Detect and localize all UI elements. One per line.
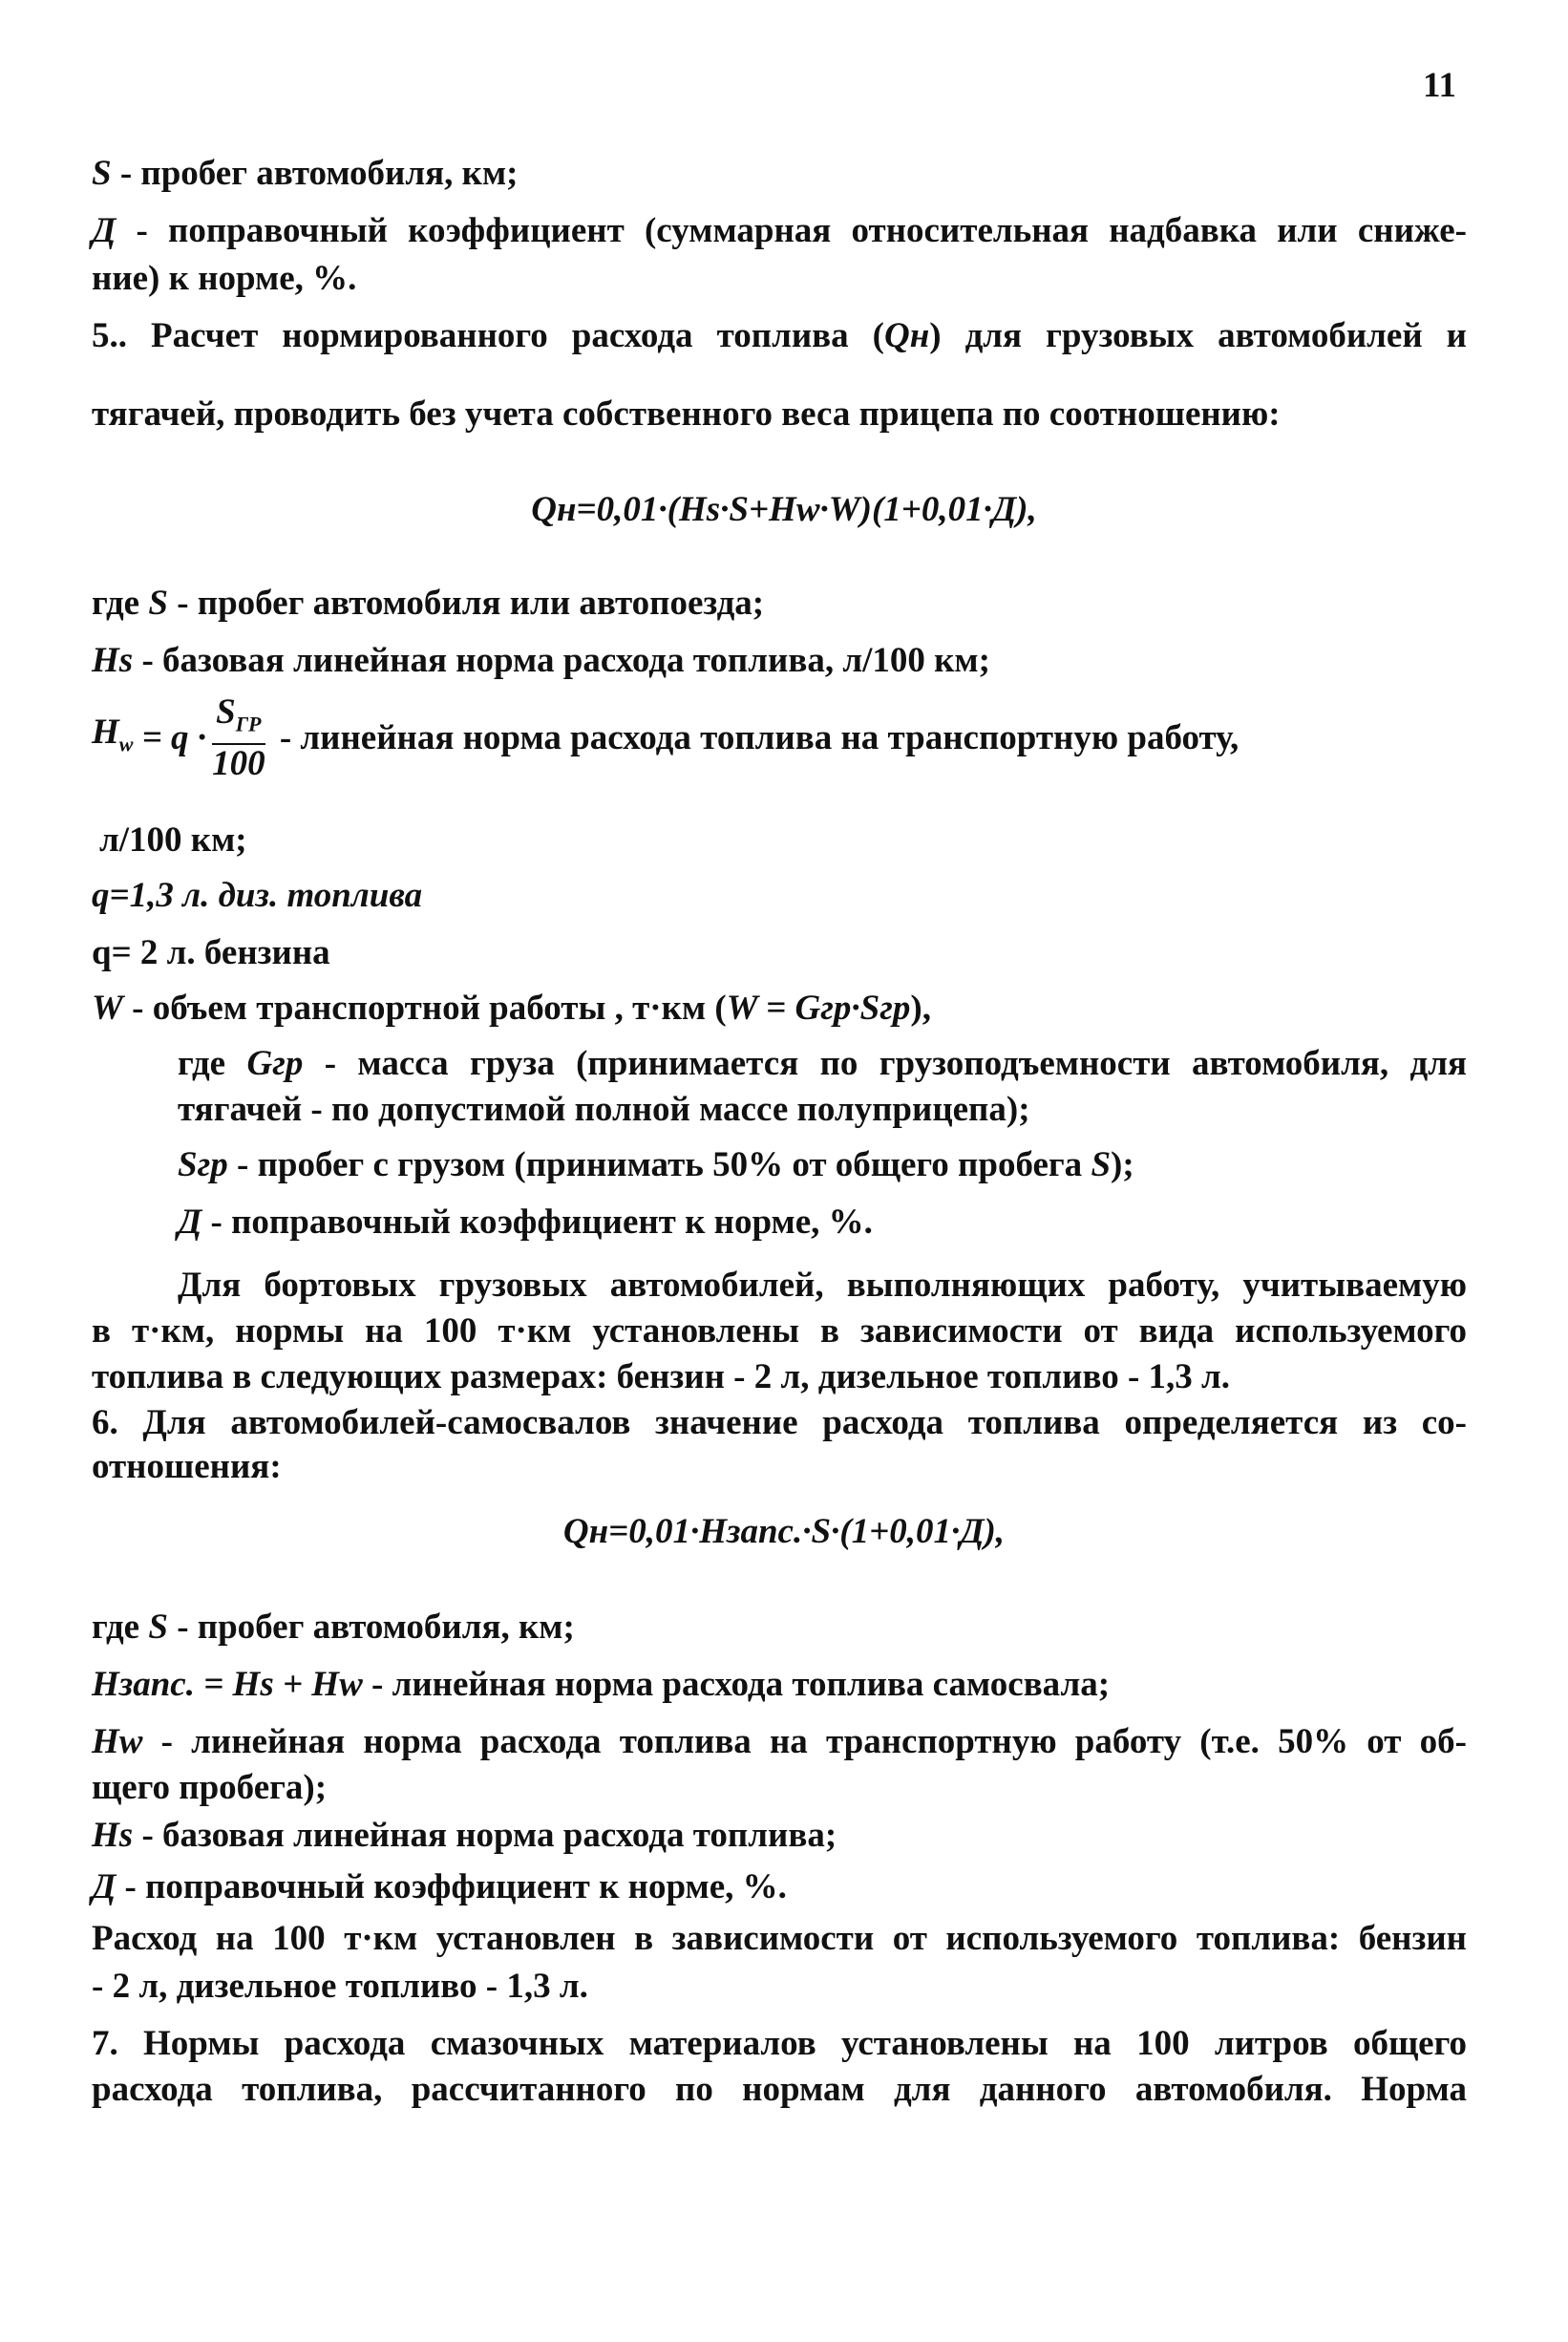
variable: Gгр bbox=[246, 1044, 304, 1083]
text-line: щего пробега); bbox=[92, 1768, 328, 1807]
variable: S bbox=[92, 154, 112, 193]
text-line bbox=[92, 1719, 1467, 1765]
text-line: расхода топлива, рассчитанного по нормам для данного автомобиля. Норма bbox=[92, 2070, 1467, 2109]
variable: S bbox=[148, 584, 168, 623]
text: ), bbox=[910, 989, 931, 1028]
denominator: 100 bbox=[212, 744, 265, 784]
text-line: тягачей, проводить без учета собственного веса прицепа по соотношению: bbox=[92, 394, 1281, 434]
text: где bbox=[92, 584, 149, 623]
formula-hw bbox=[92, 693, 1239, 783]
variable: Sгр bbox=[178, 1145, 228, 1184]
text-line bbox=[178, 1200, 873, 1246]
text-line bbox=[92, 581, 764, 627]
text-line: л/100 км; bbox=[99, 820, 247, 860]
text-line: отношения: bbox=[92, 1447, 282, 1486]
text-line: q=1,3 л. диз. топлива bbox=[92, 876, 423, 915]
text-line: ние) к норме, %. bbox=[92, 259, 357, 298]
text-line: в т·км, нормы на 100 т·км установлены в зависимости от вида используемого bbox=[92, 1311, 1467, 1351]
variable: Д bbox=[92, 211, 117, 250]
text-line bbox=[92, 208, 1467, 254]
text: где bbox=[178, 1044, 247, 1083]
text: - пробег автомобиля, км; bbox=[111, 154, 519, 193]
variable: S bbox=[1091, 1145, 1112, 1184]
variable: Hзапс. = Hs + Hw bbox=[92, 1665, 363, 1704]
text: = q · bbox=[133, 718, 207, 758]
text: где bbox=[92, 1607, 149, 1647]
text-line bbox=[92, 1662, 1110, 1708]
text-line: топлива в следующих размерах: бензин - 2 л, дизельное топливо - 1,3 л. bbox=[92, 1357, 1231, 1396]
text: - пробег автомобиля, км; bbox=[167, 1607, 575, 1647]
text-line: Для бортовых грузовых автомобилей, выполняющих работу, учитываемую bbox=[178, 1266, 1467, 1305]
text: - масса груза (принимается по грузоподъемности автомобиля, для bbox=[303, 1044, 1468, 1083]
variable: W bbox=[92, 989, 123, 1028]
text: 5.. Расчет нормированного расхода топлива ( bbox=[92, 316, 884, 355]
variable: Hw bbox=[92, 1722, 143, 1761]
text: - базовая линейная норма расхода топлива, л/100 км; bbox=[133, 641, 990, 680]
text-line: - 2 л, дизельное топливо - 1,3 л. bbox=[92, 1967, 588, 2006]
text: - объем транспортной работы , т·км ( bbox=[122, 989, 727, 1028]
text-line: q= 2 л. бензина bbox=[92, 933, 330, 972]
text: - пробег автомобиля или автопоезда; bbox=[167, 584, 765, 623]
text: ) для грузовых автомобилей и bbox=[929, 316, 1467, 355]
text-line: 7. Нормы расхода смазочных материалов установлены на 100 литров общего bbox=[92, 2024, 1467, 2063]
text-line bbox=[92, 1605, 575, 1650]
text-line bbox=[92, 313, 1467, 359]
variable: Hs bbox=[92, 1816, 134, 1855]
formula-2: Qн=0,01·Hзапс.·S·(1+0,01·Д), bbox=[562, 1512, 1006, 1551]
text: - пробег с грузом (принимать 50% от общего пробега bbox=[227, 1145, 1091, 1184]
text: - базовая линейная норма расхода топлива; bbox=[133, 1816, 837, 1855]
text-line bbox=[92, 1864, 787, 1910]
fraction bbox=[212, 693, 265, 783]
variable: $H_w$ bbox=[92, 713, 134, 756]
text-line: 6. Для автомобилей-самосвалов значение расхода топлива определяется из со- bbox=[92, 1403, 1467, 1442]
text-line bbox=[92, 151, 518, 197]
text: - линейная норма расхода топлива на транспортную работу (т.е. 50% от об- bbox=[142, 1722, 1467, 1761]
text: - линейная норма расхода топлива на транспортную работу, bbox=[270, 718, 1240, 758]
text-line bbox=[92, 986, 931, 1032]
text: ); bbox=[1111, 1145, 1134, 1184]
text-line: Расход на 100 т·км установлен в зависимости от используемого топлива: бензин bbox=[92, 1919, 1467, 1958]
variable: Hs bbox=[92, 641, 134, 680]
text: - поправочный коэффициент к норме, %. bbox=[201, 1203, 873, 1242]
text-line bbox=[92, 1813, 837, 1859]
variable: Qн bbox=[883, 316, 930, 355]
text-line bbox=[92, 638, 990, 684]
page-number: 11 bbox=[1423, 66, 1456, 105]
variable: S bbox=[148, 1607, 168, 1647]
variable: W = Gгр·Sгр bbox=[726, 989, 911, 1028]
variable: Д bbox=[92, 1867, 117, 1906]
text-line bbox=[178, 1041, 1467, 1087]
numerator: $S_{ГР}$ bbox=[212, 693, 265, 745]
text: - линейная норма расхода топлива самосвала; bbox=[362, 1665, 1111, 1704]
text-line: тягачей - по допустимой полной массе полуприцепа); bbox=[178, 1090, 1030, 1129]
text: - поправочный коэффициент к норме, %. bbox=[116, 1867, 787, 1906]
text-line bbox=[178, 1142, 1134, 1188]
variable: Д bbox=[178, 1203, 202, 1242]
formula-1: Qн=0,01·(Hs·S+Hw·W)(1+0,01·Д), bbox=[531, 490, 1037, 529]
text: - поправочный коэффициент (суммарная относительная надбавка или сниже- bbox=[116, 211, 1467, 250]
